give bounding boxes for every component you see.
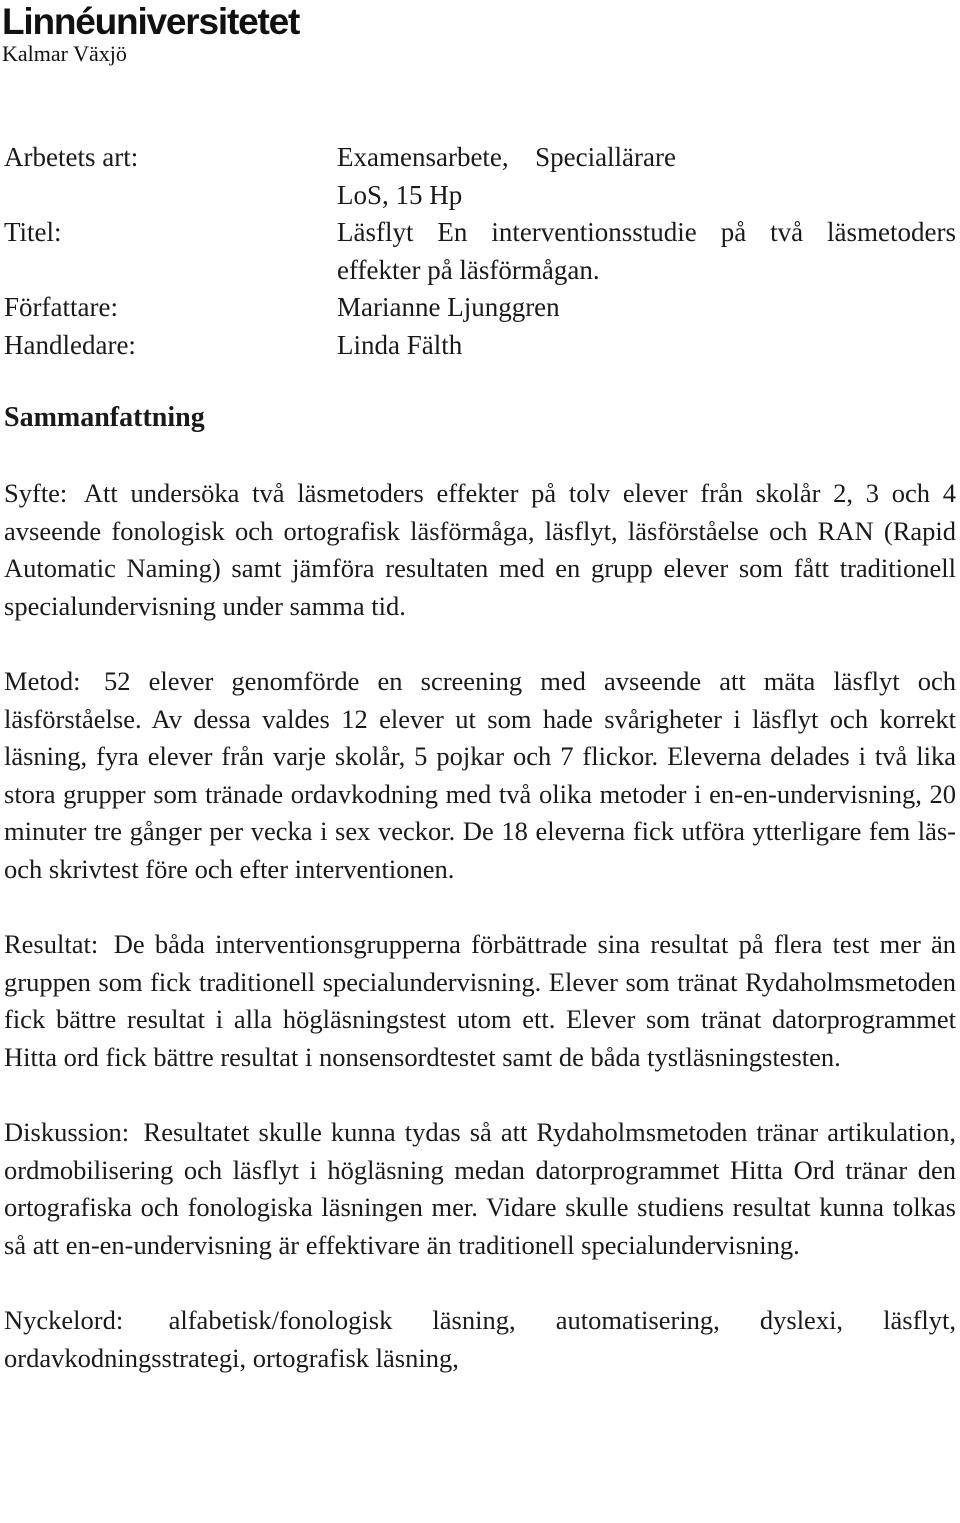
logo-wordmark: Linnéuniversitetet [2, 1, 300, 42]
meta-value: Marianne Ljunggren [337, 292, 560, 323]
university-logo [2, 0, 299, 67]
paragraph-keywords [4, 1302, 956, 1377]
meta-row-title [4, 214, 956, 289]
logo-subtitle: Kalmar Växjö [2, 41, 127, 66]
thesis-metadata [4, 139, 956, 365]
paragraph-label: Syfte: [4, 478, 68, 508]
section-heading: Sammanfattning [4, 402, 205, 433]
paragraph-text: Resultatet skulle kunna tydas så att Rydaholmsmetoden tränar artikulation, ordmobilisering och läsflyt i högläsning medan datorprogrammet Hitta Ord tränar den ortografiska och fonologiska läsningen mer. Vidare skulle studiens resultat kunna tolkas så att en-en-undervisning är effektivare än traditionell specialundervisning. [4, 1117, 956, 1260]
meta-label: Arbetets art: [4, 142, 139, 172]
meta-label: Handledare: [4, 329, 136, 360]
paragraph-text: De båda interventionsgrupperna förbättrade sina resultat på flera test mer än gruppen som fick traditionell specialundervisning. Elever som tränat Rydaholmsmetoden fick bättre resultat i alla högläsningstest utom ett. Elever som tränat datorprogrammet Hitta ord fick bättre resultat i nonsensordtestet samt de båda tystläsningstesten. [4, 929, 956, 1072]
meta-value: Examensarbete, Speciallärare LoS, 15 Hp [337, 142, 676, 210]
meta-value: Läsflyt En interventionsstudie på två läsmetoders effekter på läsförmågan. [337, 217, 956, 285]
paragraph-discussion [4, 1114, 956, 1264]
paragraph-label: Diskussion: [4, 1117, 130, 1148]
meta-row-supervisor [4, 327, 956, 365]
paragraph-text: Att undersöka två läsmetoders effekter på tolv elever från skolår 2, 3 och 4 avseende fonologisk och ortografisk läsförmåga, läsflyt, läsförståelse och RAN (Rapid Automatic Naming) samt jämföra resultaten med en grupp elever som fått traditionell specialundervisning under samma tid. [4, 478, 957, 621]
paragraph-label: Metod: [4, 665, 81, 696]
meta-row-author [4, 289, 956, 327]
meta-label: Titel: [4, 217, 62, 248]
paragraph-method [4, 663, 956, 889]
paragraph-purpose [4, 475, 956, 625]
abstract-body [4, 475, 956, 1415]
paragraph-label: Nyckelord: [4, 1305, 124, 1336]
meta-label: Författare: [4, 292, 118, 323]
paragraph-label: Resultat: [4, 929, 99, 960]
meta-value: Linda Fälth [337, 329, 463, 360]
meta-row-type [4, 139, 956, 214]
paragraph-results [4, 926, 956, 1076]
paragraph-text: 52 elever genomförde en screening med avseende att mäta läsflyt och läsförståelse. Av dessa valdes 12 elever ut som hade svårigheter i läsflyt och korrekt läsning, fyra elever från varje skolår, 5 pojkar och 7 flickor. Eleverna delades i två lika stora grupper som tränade ordavkodning med två olika metoder i en-en-undervisning, 20 minuter tre gånger per vecka i sex veckor. De 18 eleverna fick utföra ytterligare fem läs- och skrivtest före och efter interventionen. [4, 665, 957, 884]
paragraph-text: alfabetisk/fonologisk läsning, automatisering, dyslexi, läsflyt, ordavkodningsstrategi, ortografisk läsning, [4, 1305, 957, 1373]
